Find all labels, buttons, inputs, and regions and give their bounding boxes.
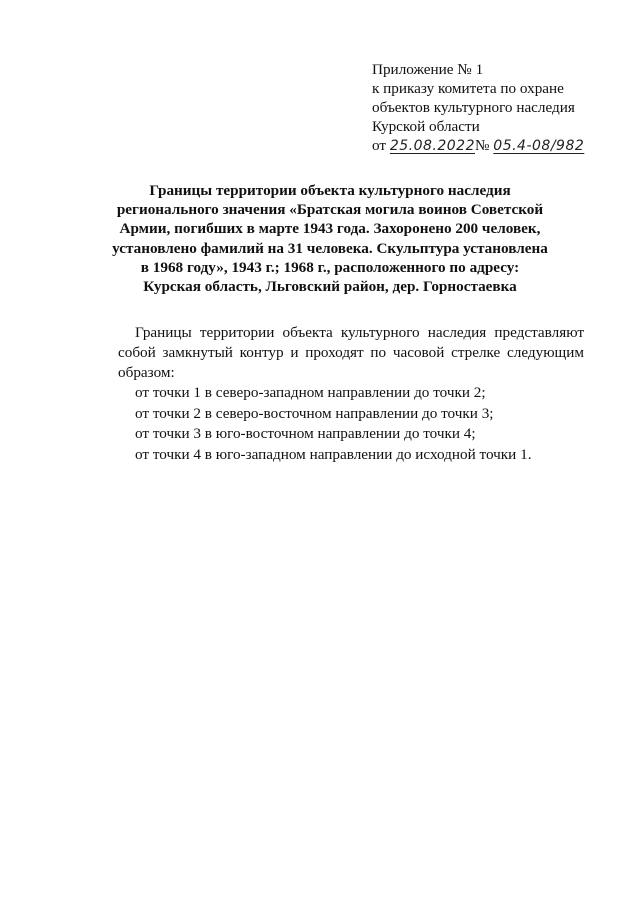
appendix-number: Приложение № 1 <box>372 61 484 78</box>
title-line: регионального значения «Братская могила воинов Советской <box>116 201 544 219</box>
title-line: Армии, погибших в марте 1943 года. Захоронено 200 человек, <box>119 220 541 238</box>
appendix-date-line <box>372 136 634 156</box>
appendix-block <box>372 60 634 156</box>
boundary-item: от точки 4 в юго-западном направлении до исходной точки 1. <box>135 445 532 463</box>
boundary-item: от точки 1 в северо-западном направлении до точки 2; <box>135 384 486 401</box>
title-line: Границы территории объекта культурного наследия <box>149 182 511 199</box>
handwritten-order-number: 05.4-08/982 <box>493 138 585 154</box>
handwritten-date: 25.08.2022 <box>389 138 475 154</box>
title-line: в 1968 году», 1943 г.; 1968 г., расположенного по адресу: <box>140 258 520 276</box>
document-title <box>110 181 550 296</box>
document-body <box>118 323 584 465</box>
number-sign: № <box>475 137 490 154</box>
appendix-region-line: Курской области <box>372 118 480 135</box>
appendix-committee-line: объектов культурного наследия <box>372 99 575 116</box>
date-prefix: от <box>372 137 387 154</box>
boundary-item: от точки 3 в юго-восточном направлении до точки 4; <box>135 425 476 442</box>
title-line: Курская область, Льговский район, дер. Горностаевка <box>143 278 517 296</box>
boundary-item: от точки 2 в северо-восточном направлении до точки 3; <box>135 404 494 422</box>
title-line: установлено фамилий на 31 человека. Скульптура установлена <box>112 239 548 257</box>
intro-paragraph: Границы территории объекта культурного наследия представляют собой замкнутый контур и проходят по часовой стрелке следующим образом: <box>118 324 584 381</box>
appendix-order-line: к приказу комитета по охране <box>372 80 564 97</box>
